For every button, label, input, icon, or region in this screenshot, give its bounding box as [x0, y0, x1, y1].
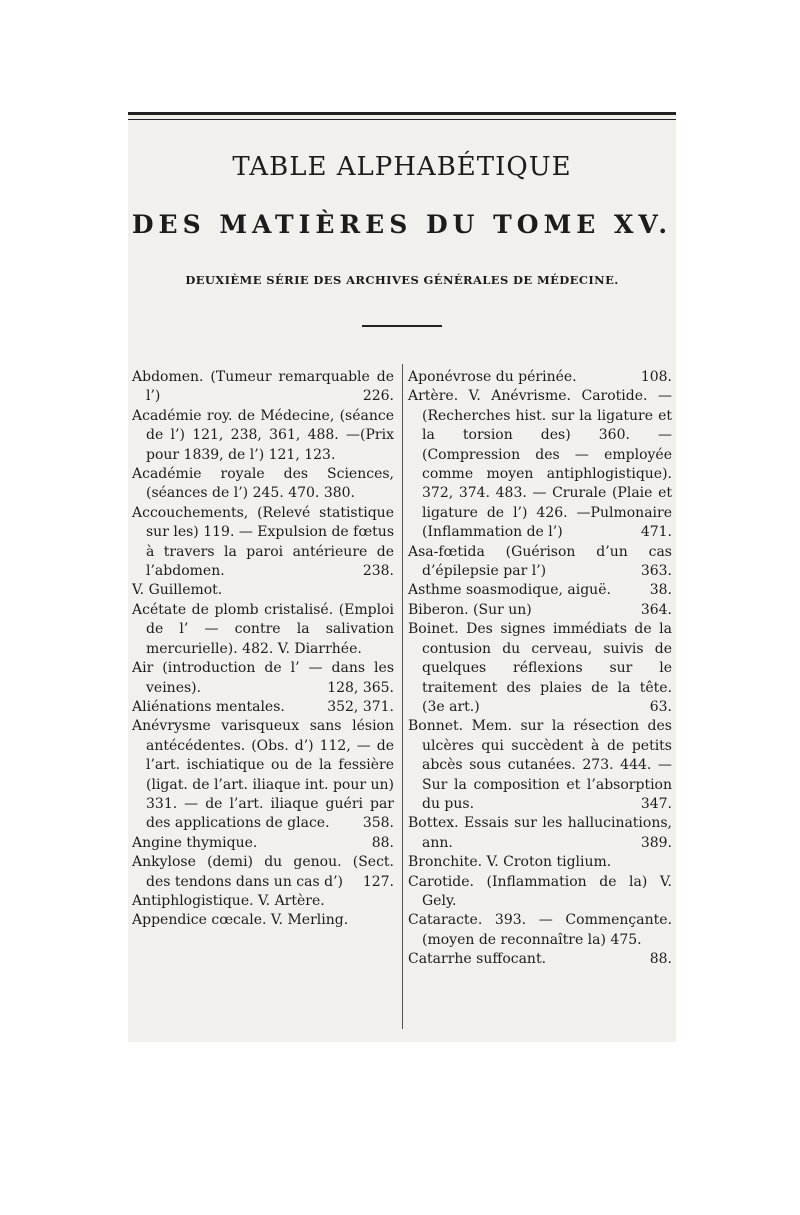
- index-entry: Bronchite. V. Croton tiglium.: [408, 854, 612, 871]
- index-entry: Aliénations mentales. 352, 371.: [132, 698, 394, 715]
- index-entry: Cataracte. 393. — Commençante. (moyen de reconnaître la) 475.: [408, 912, 672, 948]
- index-entry: Accouchements, (Relevé statistique sur les) 119. — Expulsion de fœtus à travers la paroi antérieure de l’abdomen. 238.: [132, 504, 394, 580]
- index-entry: Appendice cœcale. V. Merling.: [132, 912, 349, 929]
- index-entry: Abdomen. (Tumeur remarquable de l’) 226.: [132, 369, 394, 405]
- index-entry: Anévrysme varisqueux sans lésion antécédentes. (Obs. d’) 112, — de l’art. ischiatique ou de la fessière (ligat. de l’art. iliaque int. pour un) 331. — de l’art. iliaque guéri par des applications de glace. 358.: [132, 718, 395, 832]
- series-subtitle: DEUXIÈME SÉRIE DES ARCHIVES GÉNÉRALES DE MÉDECINE.: [185, 273, 619, 287]
- index-entry: Artère. V. Anévrisme. Carotide. —(Recherches hist. sur la ligature et la torsion des) 360. — (Compression des — employée comme moyen antiphlogistique). 372, 374. 483. — Crurale (Plaie et ligature de l’) 426. —Pulmonaire (Inflammation de l’) 471.: [408, 388, 672, 541]
- index-entry: Carotide. (Inflammation de la) V. Gely.: [408, 873, 672, 909]
- tome-title: DES MATIÈRES DU TOME XV.: [131, 210, 673, 239]
- index-entry: Académie roy. de Médecine, (séance de l’) 121, 238, 361, 488. —(Prix pour 1839, de l’) 121, 123.: [132, 407, 394, 463]
- index-entry: Acétate de plomb cristalisé. (Emploi de l’ — contre la salivation mercurielle). 482. V. Diarrhée.: [132, 601, 394, 657]
- index-entry: Boinet. Des signes immédiats de la contusion du cerveau, suivis de quelques réflexions sur le traitement des plaies de la tête. (3e art.) 63.: [408, 621, 672, 715]
- table-title: TABLE ALPHABÉTIQUE: [232, 152, 572, 182]
- index-entry: Ankylose (demi) du genou. (Sect. des tendons dans un cas d’) 127.: [132, 854, 394, 890]
- index-entry: Catarrhe suffocant. 88.: [408, 951, 672, 968]
- index-entry: Bottex. Essais sur les hallucinations, ann. 389.: [408, 815, 672, 851]
- top-rule-thin: [128, 119, 676, 120]
- left-column: [132, 368, 394, 931]
- index-entry: V. Guillemot.: [132, 582, 223, 599]
- index-entry: Antiphlogistique. V. Artère.: [132, 892, 325, 909]
- title-rule: [362, 325, 442, 327]
- top-rule-thick: [128, 112, 676, 115]
- document-page: [128, 112, 676, 1042]
- index-entry: Asa-fœtida (Guérison d’un cas d’épilepsie par l’) 363.: [408, 543, 672, 580]
- index-entry: Air (introduction de l’ — dans les veines). 128, 365.: [132, 660, 394, 696]
- index-entry: Biberon. (Sur un) 364.: [408, 601, 672, 618]
- index-entry: Académie royale des Sciences, (séances de l’) 245. 470. 380.: [132, 466, 394, 502]
- index-entry: Asthme soasmodique, aiguë. 38.: [408, 582, 672, 599]
- right-column: [408, 368, 672, 970]
- column-divider: [402, 364, 403, 1029]
- index-entry: Bonnet. Mem. sur la résection des ulcères qui succèdent à de petits abcès sous cutanées. 273. 444. — Sur la composition et l’absorption du pus. 347.: [408, 718, 672, 812]
- index-entry: Aponévrose du périnée. 108.: [408, 369, 672, 385]
- index-entry: Angine thymique. 88.: [132, 834, 394, 851]
